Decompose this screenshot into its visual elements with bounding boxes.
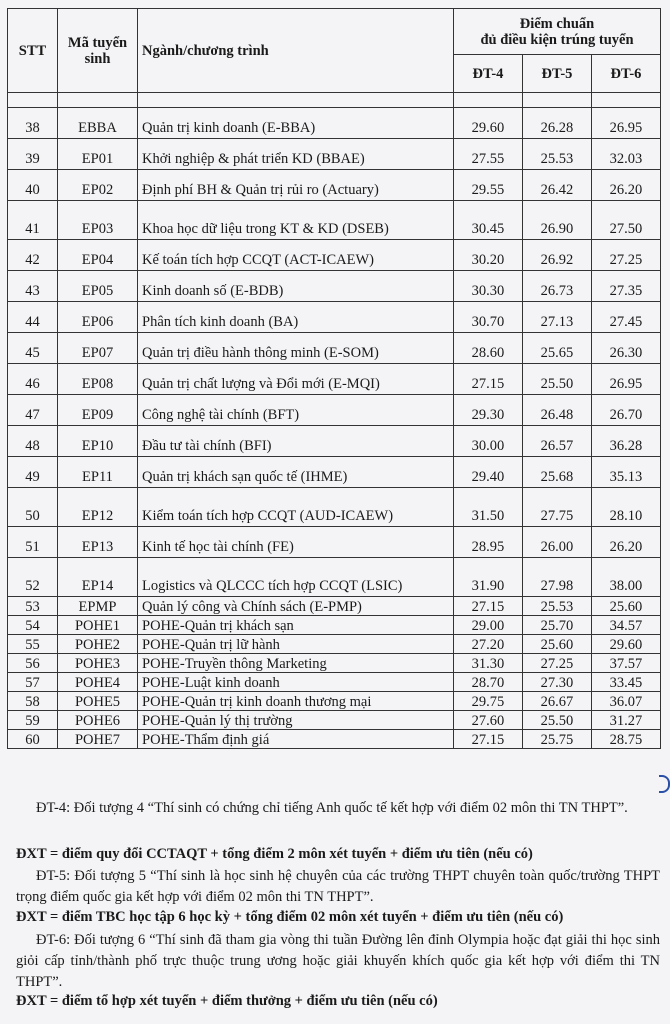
row-code: EP09 xyxy=(58,395,138,426)
row-score-dt4: 27.15 xyxy=(453,730,522,749)
row-stt: 56 xyxy=(8,654,58,673)
row-score-dt6: 26.20 xyxy=(591,170,660,201)
row-score-dt4: 27.60 xyxy=(453,711,522,730)
row-score-dt5: 26.73 xyxy=(522,271,591,302)
row-score-dt5: 25.75 xyxy=(522,730,591,749)
row-score-dt6: 27.25 xyxy=(591,240,660,271)
row-score-dt5: 25.68 xyxy=(522,457,591,488)
row-score-dt5: 27.30 xyxy=(522,673,591,692)
row-stt: 57 xyxy=(8,673,58,692)
table-row xyxy=(8,240,661,271)
row-score-dt4: 28.60 xyxy=(453,333,522,364)
row-score-dt5: 26.57 xyxy=(522,426,591,457)
row-score-dt6: 36.28 xyxy=(591,426,660,457)
row-score-dt4: 31.30 xyxy=(453,654,522,673)
row-code: EP03 xyxy=(58,201,138,240)
page-edge-mark xyxy=(659,775,670,793)
row-score-dt4: 27.20 xyxy=(453,635,522,654)
row-program-name: Quản trị kinh doanh (E-BBA) xyxy=(138,108,454,139)
note-dt4: ĐT-4: Đối tượng 4 “Thí sinh có chứng chỉ tiếng Anh quốc tế kết hợp với điểm 02 môn thi TN THPT”. xyxy=(36,800,628,816)
row-stt: 38 xyxy=(8,108,58,139)
row-code: POHE4 xyxy=(58,673,138,692)
row-program-name: Quản trị khách sạn quốc tế (IHME) xyxy=(138,457,454,488)
table-row xyxy=(8,364,661,395)
row-score-dt5: 27.25 xyxy=(522,654,591,673)
row-score-dt4: 30.20 xyxy=(453,240,522,271)
table-row xyxy=(8,673,661,692)
table-row xyxy=(8,333,661,364)
header-score-group-line1: Điểm chuẩn xyxy=(519,15,595,32)
table-row xyxy=(8,635,661,654)
row-code: EP07 xyxy=(58,333,138,364)
row-score-dt6: 34.57 xyxy=(591,616,660,635)
row-score-dt5: 25.50 xyxy=(522,711,591,730)
row-score-dt4: 29.00 xyxy=(453,616,522,635)
row-score-dt4: 30.70 xyxy=(453,302,522,333)
table-row xyxy=(8,395,661,426)
row-score-dt6: 27.35 xyxy=(591,271,660,302)
spacer-row xyxy=(8,93,661,108)
row-score-dt5: 25.50 xyxy=(522,364,591,395)
row-program-name: Kinh doanh số (E-BDB) xyxy=(138,271,454,302)
row-code: POHE2 xyxy=(58,635,138,654)
row-program-name: Quản trị chất lượng và Đổi mới (E-MQI) xyxy=(138,364,454,395)
header-score-group xyxy=(453,9,660,55)
row-score-dt5: 25.53 xyxy=(522,139,591,170)
header-stt: STT xyxy=(8,9,58,93)
row-score-dt6: 31.27 xyxy=(591,711,660,730)
row-code: EP14 xyxy=(58,558,138,597)
row-score-dt6: 36.07 xyxy=(591,692,660,711)
row-stt: 52 xyxy=(8,558,58,597)
row-stt: 50 xyxy=(8,488,58,527)
table-row xyxy=(8,730,661,749)
row-code: EP05 xyxy=(58,271,138,302)
formula-dt6: ĐXT = điểm tổ hợp xét tuyển + điểm thưởng + điểm ưu tiên (nếu có) xyxy=(16,993,438,1009)
note-dt5: ĐT-5: Đối tượng 5 “Thí sinh là học sinh hệ chuyên của các trường THPT chuyên toàn quốc/trường THPT trọng điểm quốc gia kết hợp với điểm 02 môn thi TN THPT”. xyxy=(16,868,660,905)
row-score-dt6: 26.95 xyxy=(591,364,660,395)
row-score-dt5: 27.13 xyxy=(522,302,591,333)
row-program-name: POHE-Quản lý thị trường xyxy=(138,711,454,730)
row-program-name: Logistics và QLCCC tích hợp CCQT (LSIC) xyxy=(138,558,454,597)
row-program-name: Khoa học dữ liệu trong KT & KD (DSEB) xyxy=(138,201,454,240)
row-code: EP02 xyxy=(58,170,138,201)
row-stt: 47 xyxy=(8,395,58,426)
row-program-name: POHE-Truyền thông Marketing xyxy=(138,654,454,673)
header-score-group-line2: đủ điều kiện trúng tuyển xyxy=(480,31,634,48)
row-score-dt4: 27.55 xyxy=(453,139,522,170)
row-stt: 40 xyxy=(8,170,58,201)
header-dt6: ĐT-6 xyxy=(591,55,660,93)
header-program: Ngành/chương trình xyxy=(138,9,454,93)
row-stt: 55 xyxy=(8,635,58,654)
row-program-name: Kiểm toán tích hợp CCQT (AUD-ICAEW) xyxy=(138,488,454,527)
row-program-name: Định phí BH & Quản trị rủi ro (Actuary) xyxy=(138,170,454,201)
row-stt: 54 xyxy=(8,616,58,635)
row-score-dt5: 26.90 xyxy=(522,201,591,240)
row-code: EP01 xyxy=(58,139,138,170)
row-code: EP13 xyxy=(58,527,138,558)
row-score-dt6: 35.13 xyxy=(591,457,660,488)
row-score-dt6: 27.50 xyxy=(591,201,660,240)
row-score-dt6: 28.75 xyxy=(591,730,660,749)
row-score-dt5: 26.42 xyxy=(522,170,591,201)
admission-score-table xyxy=(7,8,661,749)
table-row xyxy=(8,692,661,711)
row-score-dt5: 25.60 xyxy=(522,635,591,654)
row-program-name: Công nghệ tài chính (BFT) xyxy=(138,395,454,426)
row-program-name: POHE-Quản trị khách sạn xyxy=(138,616,454,635)
row-score-dt6: 26.30 xyxy=(591,333,660,364)
row-program-name: POHE-Thẩm định giá xyxy=(138,730,454,749)
row-program-name: POHE-Quản trị kinh doanh thương mại xyxy=(138,692,454,711)
row-score-dt4: 27.15 xyxy=(453,597,522,616)
row-stt: 49 xyxy=(8,457,58,488)
table-row xyxy=(8,302,661,333)
table-row xyxy=(8,139,661,170)
row-score-dt5: 26.00 xyxy=(522,527,591,558)
row-stt: 41 xyxy=(8,201,58,240)
row-code: EP06 xyxy=(58,302,138,333)
row-program-name: Đầu tư tài chính (BFI) xyxy=(138,426,454,457)
row-stt: 39 xyxy=(8,139,58,170)
table-row xyxy=(8,558,661,597)
row-score-dt5: 26.92 xyxy=(522,240,591,271)
formula-dt5: ĐXT = điểm TBC học tập 6 học kỳ + tổng điểm 02 môn xét tuyển + điểm ưu tiên (nếu có) xyxy=(16,909,564,925)
row-score-dt5: 25.70 xyxy=(522,616,591,635)
table-body xyxy=(8,108,661,749)
table-row xyxy=(8,457,661,488)
row-stt: 53 xyxy=(8,597,58,616)
header-dt5: ĐT-5 xyxy=(522,55,591,93)
table-row xyxy=(8,426,661,457)
row-program-name: POHE-Luật kinh doanh xyxy=(138,673,454,692)
row-code: EBBA xyxy=(58,108,138,139)
row-stt: 58 xyxy=(8,692,58,711)
row-stt: 43 xyxy=(8,271,58,302)
row-program-name: Quản lý công và Chính sách (E-PMP) xyxy=(138,597,454,616)
row-score-dt4: 30.30 xyxy=(453,271,522,302)
table-row xyxy=(8,654,661,673)
row-score-dt4: 29.30 xyxy=(453,395,522,426)
row-score-dt6: 37.57 xyxy=(591,654,660,673)
table-row xyxy=(8,170,661,201)
row-score-dt4: 29.75 xyxy=(453,692,522,711)
row-stt: 45 xyxy=(8,333,58,364)
row-score-dt4: 29.60 xyxy=(453,108,522,139)
table-row xyxy=(8,711,661,730)
row-score-dt6: 26.95 xyxy=(591,108,660,139)
row-score-dt6: 33.45 xyxy=(591,673,660,692)
row-score-dt4: 29.40 xyxy=(453,457,522,488)
row-stt: 60 xyxy=(8,730,58,749)
row-stt: 51 xyxy=(8,527,58,558)
table-row xyxy=(8,271,661,302)
table-row xyxy=(8,527,661,558)
table-row xyxy=(8,597,661,616)
formula-dt4: ĐXT = điểm quy đổi CCTAQT + tổng điểm 2 môn xét tuyển + điểm ưu tiên (nếu có) xyxy=(16,846,533,862)
row-stt: 44 xyxy=(8,302,58,333)
row-score-dt6: 29.60 xyxy=(591,635,660,654)
row-code: POHE7 xyxy=(58,730,138,749)
row-stt: 48 xyxy=(8,426,58,457)
row-code: EP08 xyxy=(58,364,138,395)
row-score-dt4: 28.95 xyxy=(453,527,522,558)
row-program-name: Kế toán tích hợp CCQT (ACT-ICAEW) xyxy=(138,240,454,271)
row-score-dt6: 32.03 xyxy=(591,139,660,170)
row-code: EP11 xyxy=(58,457,138,488)
table-row xyxy=(8,108,661,139)
header-code: Mã tuyển sinh xyxy=(58,9,138,93)
row-score-dt4: 30.00 xyxy=(453,426,522,457)
row-code: EPMP xyxy=(58,597,138,616)
row-code: EP10 xyxy=(58,426,138,457)
row-score-dt4: 27.15 xyxy=(453,364,522,395)
table-row xyxy=(8,616,661,635)
row-score-dt4: 29.55 xyxy=(453,170,522,201)
row-score-dt6: 38.00 xyxy=(591,558,660,597)
row-code: POHE6 xyxy=(58,711,138,730)
row-program-name: Phân tích kinh doanh (BA) xyxy=(138,302,454,333)
row-score-dt4: 31.50 xyxy=(453,488,522,527)
row-score-dt5: 27.75 xyxy=(522,488,591,527)
row-code: POHE3 xyxy=(58,654,138,673)
row-score-dt5: 25.65 xyxy=(522,333,591,364)
header-dt4: ĐT-4 xyxy=(453,55,522,93)
row-program-name: Khởi nghiệp & phát triển KD (BBAE) xyxy=(138,139,454,170)
row-code: POHE5 xyxy=(58,692,138,711)
row-stt: 59 xyxy=(8,711,58,730)
row-score-dt6: 26.20 xyxy=(591,527,660,558)
row-program-name: Quản trị điều hành thông minh (E-SOM) xyxy=(138,333,454,364)
row-score-dt6: 26.70 xyxy=(591,395,660,426)
row-score-dt4: 30.45 xyxy=(453,201,522,240)
table-row xyxy=(8,201,661,240)
row-score-dt6: 27.45 xyxy=(591,302,660,333)
row-score-dt4: 31.90 xyxy=(453,558,522,597)
row-code: EP04 xyxy=(58,240,138,271)
row-stt: 46 xyxy=(8,364,58,395)
row-stt: 42 xyxy=(8,240,58,271)
row-score-dt5: 26.48 xyxy=(522,395,591,426)
row-program-name: POHE-Quản trị lữ hành xyxy=(138,635,454,654)
row-program-name: Kinh tế học tài chính (FE) xyxy=(138,527,454,558)
row-code: POHE1 xyxy=(58,616,138,635)
table-row xyxy=(8,488,661,527)
row-code: EP12 xyxy=(58,488,138,527)
row-score-dt6: 28.10 xyxy=(591,488,660,527)
row-score-dt5: 26.67 xyxy=(522,692,591,711)
row-score-dt4: 28.70 xyxy=(453,673,522,692)
row-score-dt5: 26.28 xyxy=(522,108,591,139)
note-dt6: ĐT-6: Đối tượng 6 “Thí sinh đã tham gia vòng thi tuần Đường lên đỉnh Olympia hoặc đạt giải thi học sinh giỏi cấp tỉnh/thành phố trực thuộc trung ương hoặc giải khuyến khích quốc gia kết hợp với điểm thi TN THPT”. xyxy=(16,932,660,990)
row-score-dt6: 25.60 xyxy=(591,597,660,616)
row-score-dt5: 27.98 xyxy=(522,558,591,597)
row-score-dt5: 25.53 xyxy=(522,597,591,616)
